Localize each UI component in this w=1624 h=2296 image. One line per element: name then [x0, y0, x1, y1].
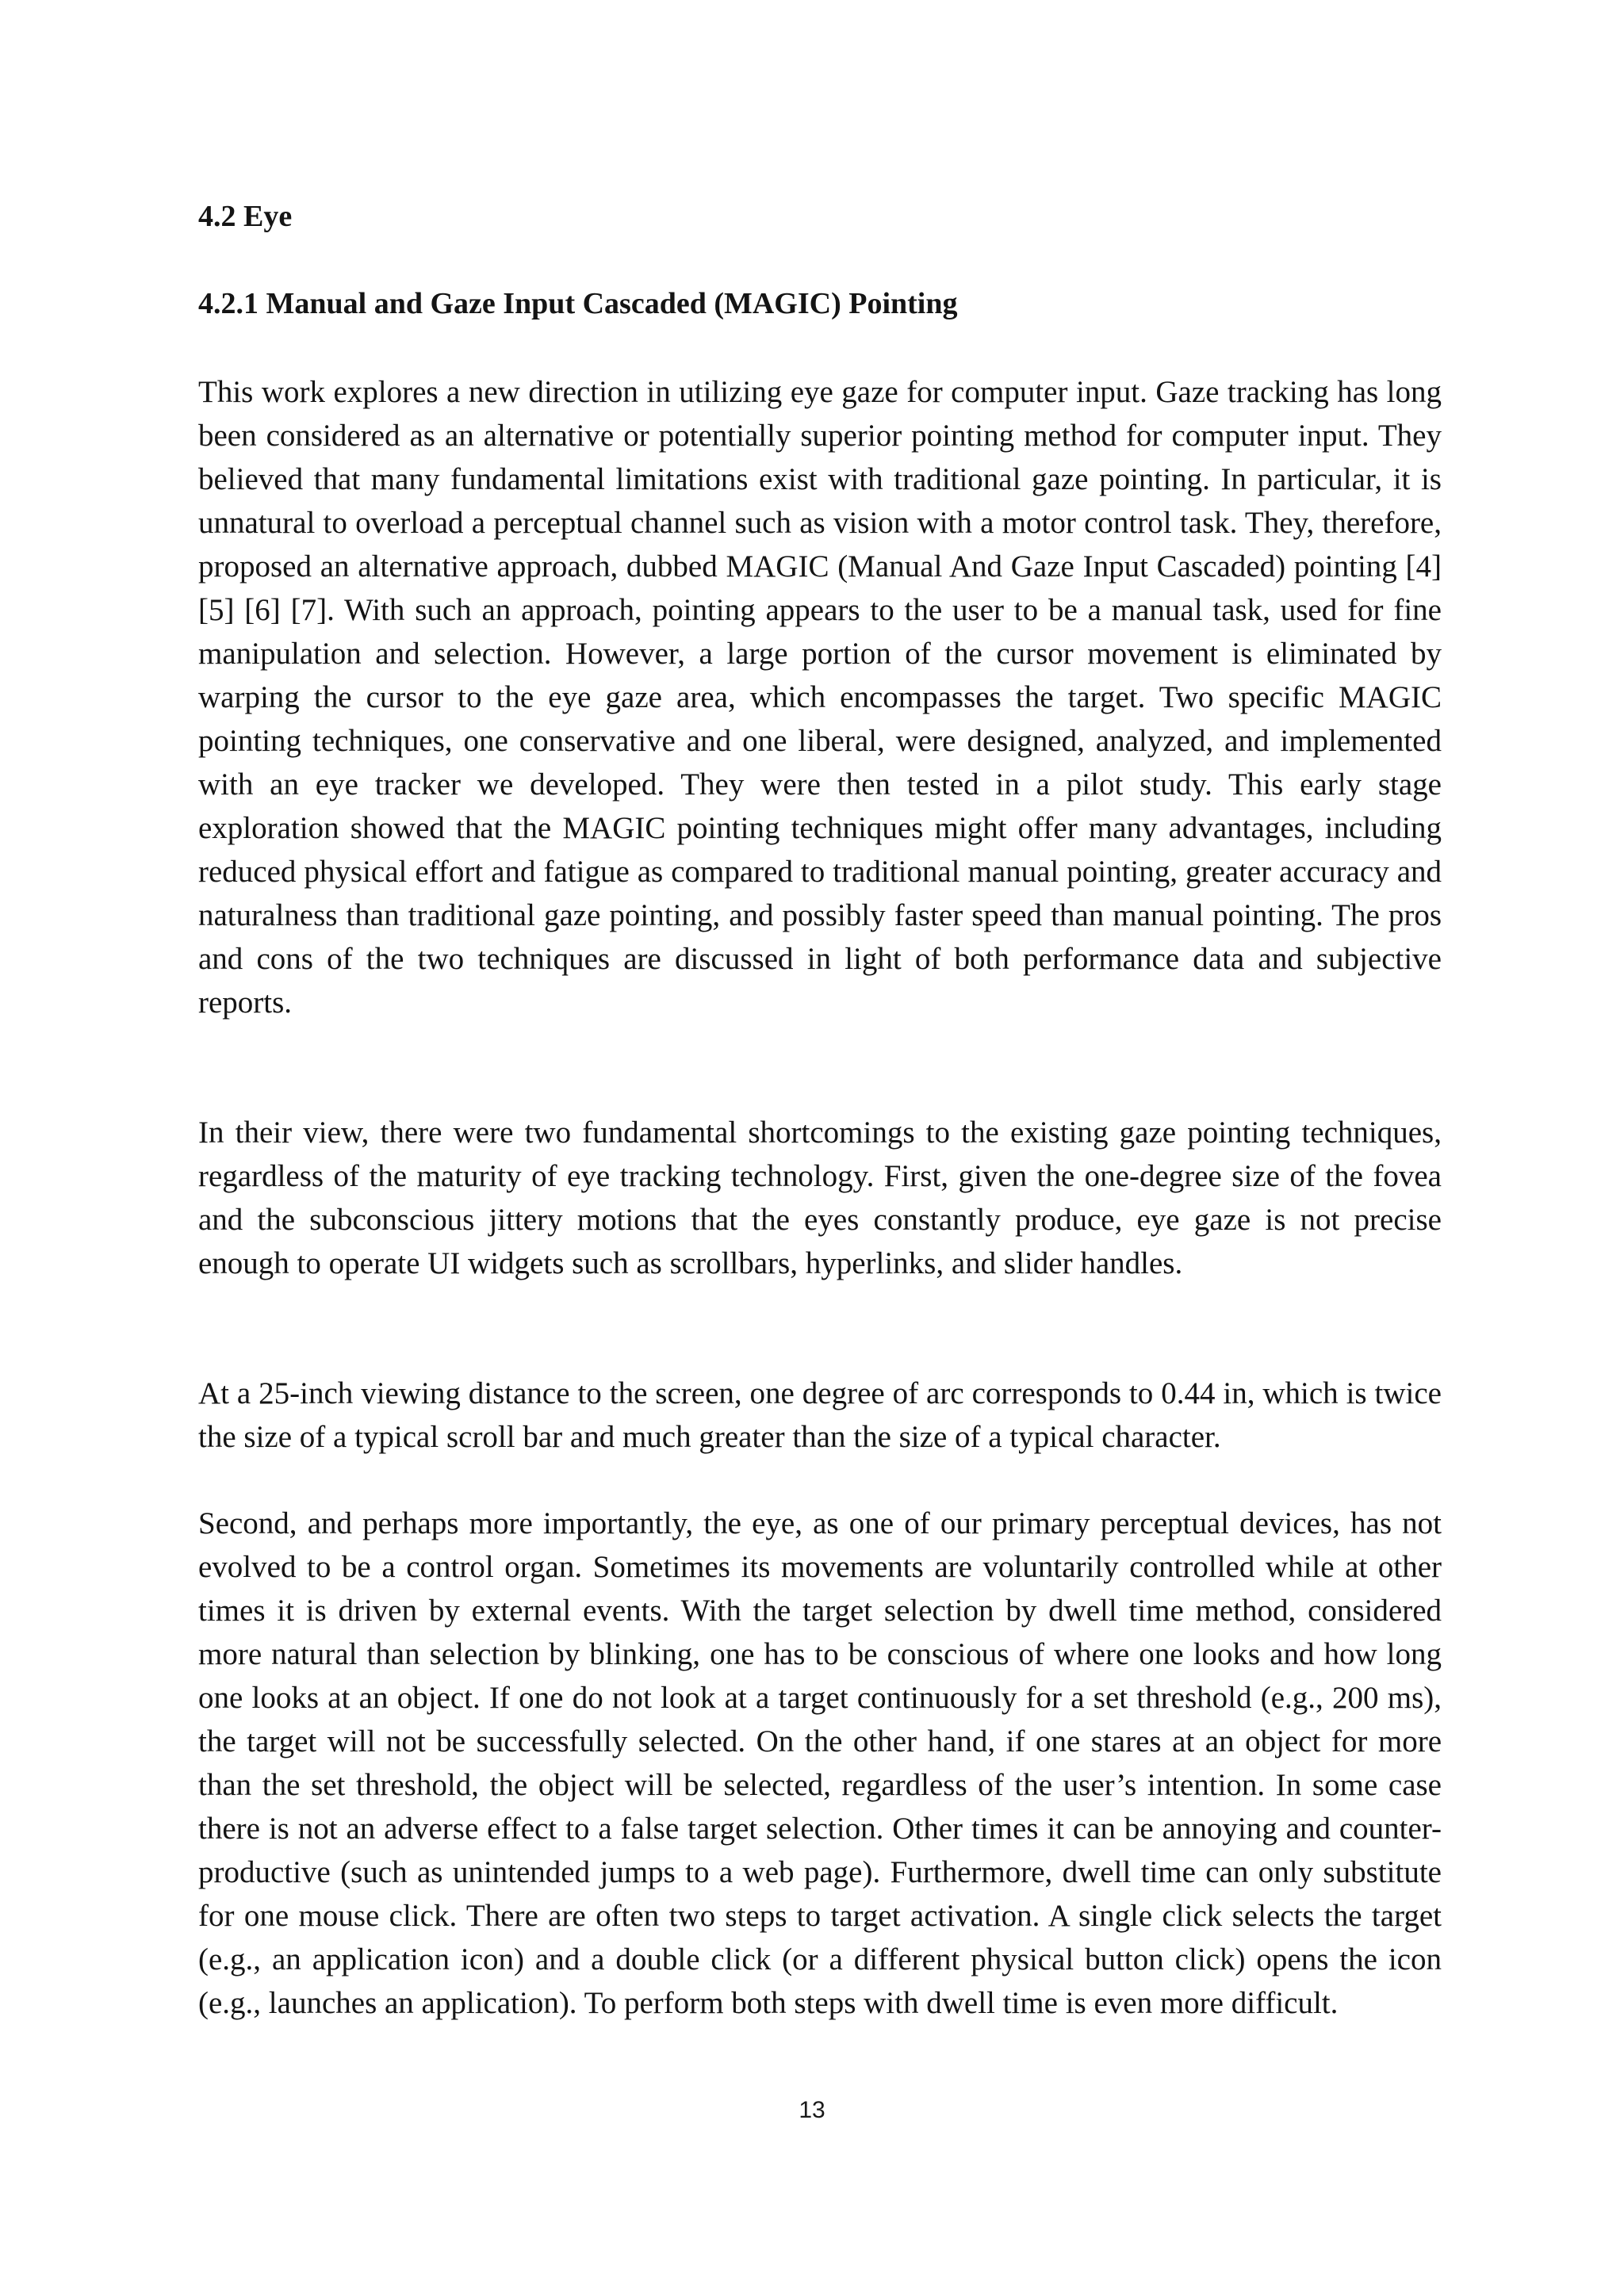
body-paragraph-viewing-distance: At a 25-inch viewing distance to the screen, one degree of arc corresponds to 0.44 in, which is twice the size of a typical scroll bar and much greater than the size of a typical character. — [198, 1376, 1442, 1454]
subsection-heading: 4.2.1 Manual and Gaze Input Cascaded (MAGIC) Pointing — [198, 287, 958, 320]
body-paragraph-magic-overview: This work explores a new direction in utilizing eye gaze for computer input. Gaze tracking has long been considered as an alternative or potentially superior pointing method for computer input. They believed that many fundamental limitations exist with traditional gaze pointing. In particular, it is unnatural to overload a perceptual channel such as vision with a motor control task. They, therefore, proposed an alternative approach, dubbed MAGIC (Manual And Gaze Input Cascaded) pointing [4] [5] [6] [7]. With such an approach, pointing appears to the user to be a manual task, used for fine manipulation and selection. However, a large portion of the cursor movement is eliminated by warping the cursor to the eye gaze area, which encompasses the target. Two specific MAGIC pointing techniques, one conservative and one liberal, were designed, analyzed, and implemented with an eye tracker we developed. They were then tested in a pilot study. This early stage exploration showed that the MAGIC pointing techniques might offer many advantages, including reduced physical effort and fatigue as compared to traditional manual pointing, greater accuracy and naturalness than traditional gaze pointing, and possibly faster speed than manual pointing. The pros and cons of the two techniques are discussed in light of both performance data and subjective reports. — [198, 375, 1442, 1020]
body-paragraph-control-organ: Second, and perhaps more importantly, the eye, as one of our primary perceptual devices, has not evolved to be a control organ. Sometimes its movements are voluntarily controlled while at other times it is driven by external events. With the target selection by dwell time method, considered more natural than selection by blinking, one has to be conscious of where one looks and how long one looks at an object. If one do not look at a target continuously for a set threshold (e.g., 200 ms), the target will not be successfully selected. On the other hand, if one stares at an object for more than the set threshold, the object will be selected, regardless of the user’s intention. In some case there is not an adverse effect to a false target selection. Other times it can be annoying and counter-productive (such as unintended jumps to a web page). Furthermore, dwell time can only substitute for one mouse click. There are often two steps to target activation. A single click selects the target (e.g., an application icon) and a double click (or a different physical button click) opens the icon (e.g., launches an application). To perform both steps with dwell time is even more difficult. — [198, 1506, 1442, 2020]
body-paragraph-shortcomings: In their view, there were two fundamental shortcomings to the existing gaze pointing techniques, regardless of the maturity of eye tracking technology. First, given the one-degree size of the fovea and the subconscious jittery motions that the eyes constantly produce, eye gaze is not precise enough to operate UI widgets such as scrollbars, hyperlinks, and slider handles. — [198, 1115, 1442, 1280]
document-page — [198, 0, 1442, 2296]
page-number: 13 — [799, 2097, 825, 2123]
section-heading: 4.2 Eye — [198, 200, 293, 233]
